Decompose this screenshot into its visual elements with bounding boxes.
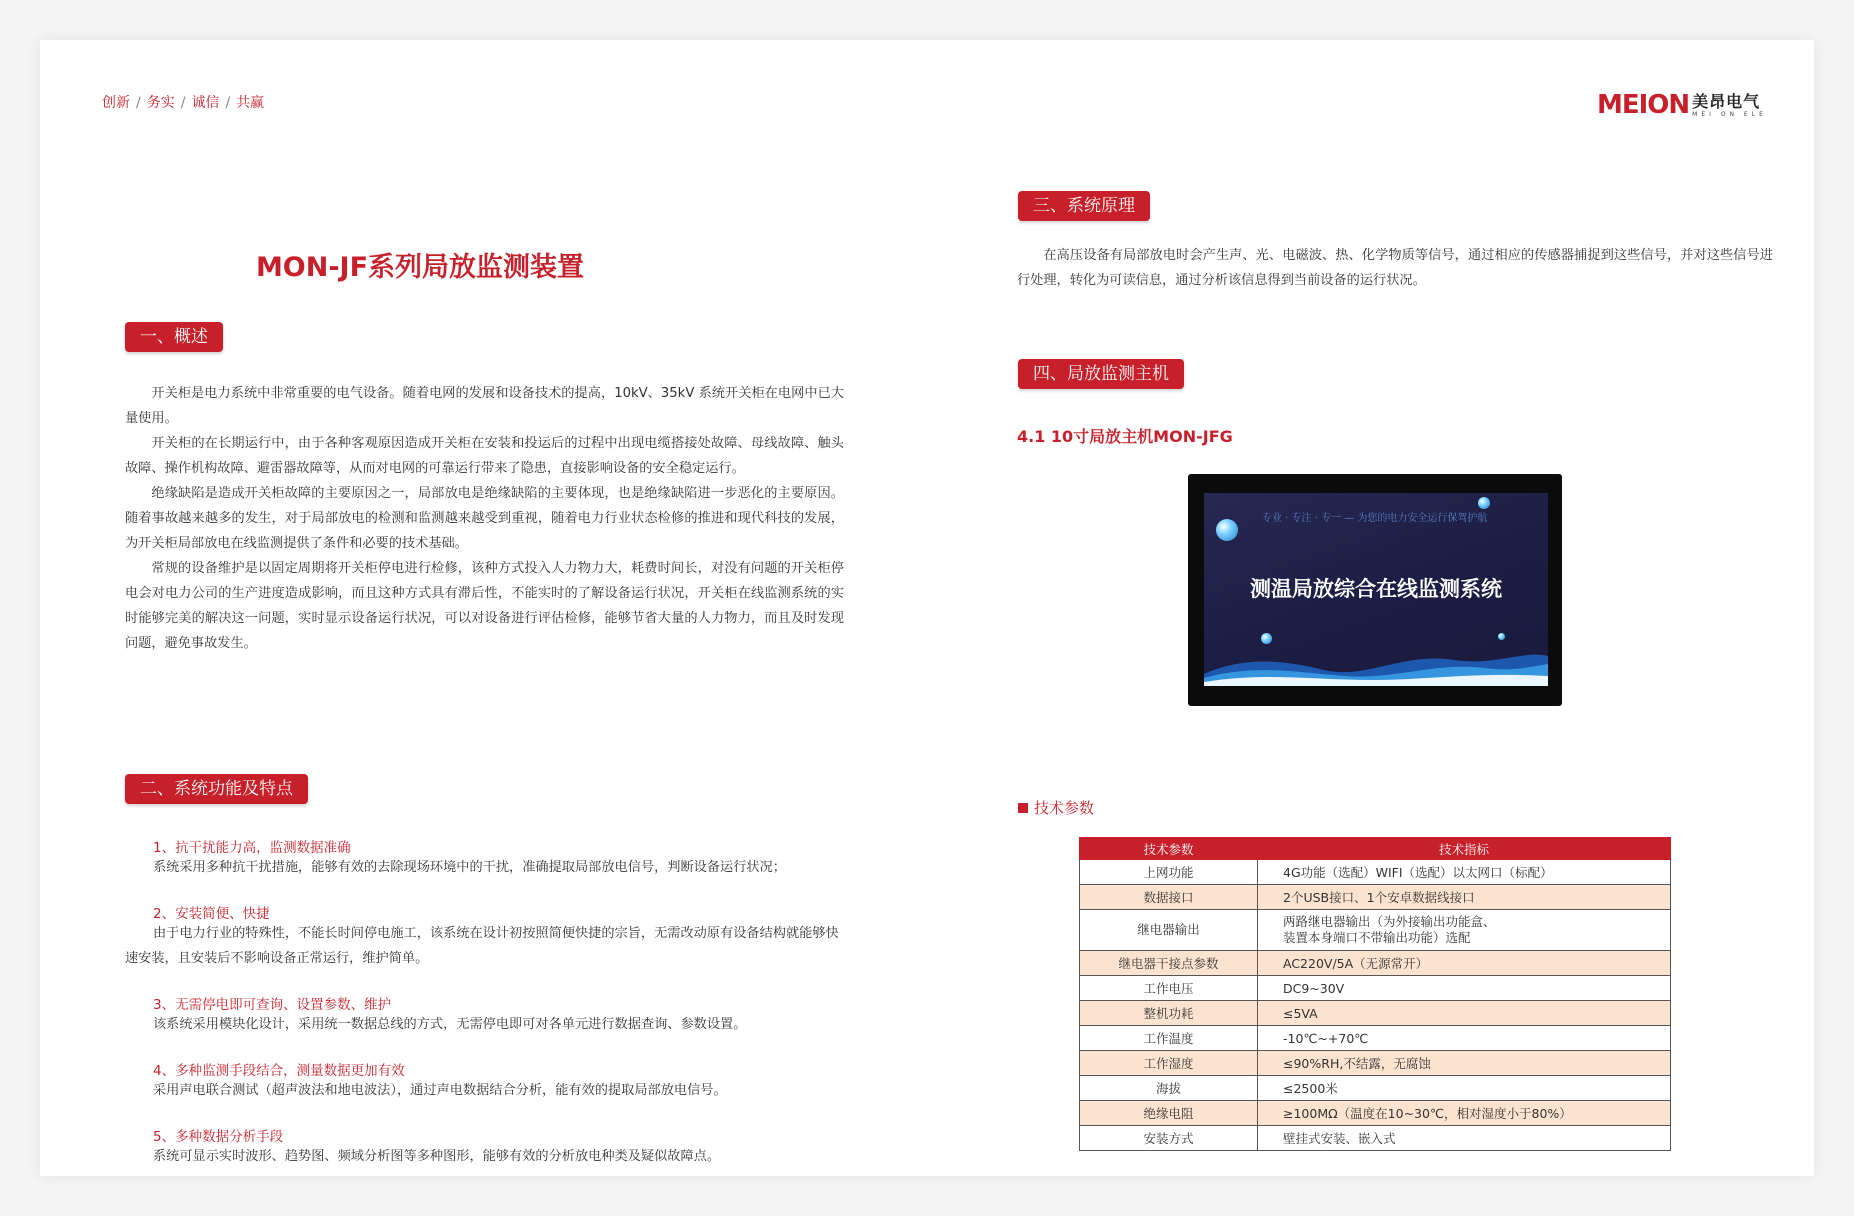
principle-text [1017,243,1773,293]
table-row [1080,1051,1671,1076]
slogan-separator: / [136,95,141,111]
bubble-icon [1261,633,1272,644]
overview-paragraph: 开关柜的在长期运行中，由于各种客观原因造成开关柜在安装和投运后的过程中出现电缆搭接处故障、母线故障、触头故障、操作机构故障、避雷器故障等，从而对电网的可靠运行带来了隐患，直接影响设备的安全稳定运行。 [125,436,844,476]
spec-key: 整机功耗 [1080,1001,1258,1026]
spec-value-line: 装置本身端口不带输出功能）选配 [1283,930,1471,945]
table-row [1080,976,1671,1001]
feature-title: 2、安装简便、快捷 [153,906,270,922]
spec-value: 4G功能（选配）WIFI（选配）以太网口（标配） [1258,860,1671,885]
spec-value: ≤2500米 [1258,1076,1671,1101]
slogan-word: 共赢 [236,95,265,111]
spec-key: 继电器干接点参数 [1080,951,1258,976]
spec-key: 安装方式 [1080,1126,1258,1151]
table-row [1080,1001,1671,1026]
logo-wordmark: MEION [1597,90,1690,120]
page-title: MON-JF系列局放监测装置 [255,252,585,283]
screen-title: 测温局放综合在线监测系统 [1250,577,1502,601]
spec-key: 上网功能 [1080,860,1258,885]
spec-value: 壁挂式安装、嵌入式 [1258,1126,1671,1151]
spec-key: 绝缘电阻 [1080,1101,1258,1126]
table-row [1080,1101,1671,1126]
logo-subtext [1692,94,1767,118]
slogan-word: 创新 [102,95,130,111]
feature-title: 5、多种数据分析手段 [153,1129,284,1145]
company-logo [1597,92,1767,118]
feature-title: 1、抗干扰能力高，监测数据准确 [153,840,351,856]
feature-desc: 采用声电联合测试（超声波法和地电波法），通过声电数据结合分析，能有效的提取局部放电信号。 [153,1083,727,1098]
overview-text [125,381,844,656]
slogan-word: 诚信 [191,95,220,111]
section-heading-host: 四、局放监测主机 [1018,359,1184,389]
feature-title: 3、无需停电即可查询、设置参数、维护 [153,997,392,1013]
spec-key: 继电器输出 [1080,910,1258,951]
spec-value-line: 两路继电器输出（为外接输出功能盒、 [1283,914,1496,929]
spec-value: 2个USB接口、1个安卓数据线接口 [1258,885,1671,910]
principle-paragraph: 在高压设备有局部放电时会产生声、光、电磁波、热、化学物质等信号，通过相应的传感器捕捉到这些信号，并对这些信号进行处理，转化为可读信息，通过分析该信息得到当前设备的运行状况。 [1017,248,1773,288]
logo-english-name: MEI ON ELE [1692,111,1767,118]
spec-value: AC220V/5A（无源常开） [1258,951,1671,976]
spec-key: 海拔 [1080,1076,1258,1101]
bubble-icon [1498,633,1505,640]
table-row [1080,885,1671,910]
table-row [1080,910,1671,951]
section-heading-principle: 三、系统原理 [1018,191,1150,221]
spec-value: ≤90%RH,不结露，无腐蚀 [1258,1051,1671,1076]
spec-key: 数据接口 [1080,885,1258,910]
wave-graphic [1204,646,1548,686]
slogan-word: 务实 [146,95,175,111]
spec-value: -10℃~+70℃ [1258,1026,1671,1051]
feature-desc: 系统采用多种抗干扰措施，能够有效的去除现场环境中的干扰，准确提取局部放电信号，判断设备运行状况； [153,860,786,875]
screen-tagline: 专业 · 专注 · 专一 — 为您的电力安全运行保驾护航 [1262,513,1488,524]
slogan-separator: / [180,95,186,111]
spec-header-param: 技术参数 [1080,838,1258,860]
spec-key: 工作电压 [1080,976,1258,1001]
host-subtitle: 4.1 10寸局放主机MON-JFG [1017,427,1233,446]
spec-label-text: 技术参数 [1034,799,1095,817]
table-row [1080,1076,1671,1101]
overview-paragraph: 绝缘缺陷是造成开关柜故障的主要原因之一，局部放电是绝缘缺陷的主要体现，也是绝缘缺陷进一步恶化的主要原因。随着事故越来越多的发生，对于局部放电的检测和监测越来越受到重视，随着电力行业状态检修的推进和现代科技的发展，为开关柜局部放电在线监测提供了条件和必要的技术基础。 [125,486,844,551]
square-bullet-icon [1018,803,1028,813]
brochure-spread [40,40,1814,1176]
feature-desc: 该系统采用模块化设计，采用统一数据总线的方式，无需停电即可对各单元进行数据查询、参数设置。 [153,1017,747,1032]
spec-value: ≤5VA [1258,1001,1671,1026]
table-row [1080,860,1671,885]
spec-key: 工作温度 [1080,1026,1258,1051]
feature-desc: 系统可显示实时波形、趋势图、频域分析图等多种图形，能够有效的分析放电种类及疑似故障点。 [153,1149,721,1164]
spec-key: 工作湿度 [1080,1051,1258,1076]
spec-value: ≥100MΩ（温度在10~30℃，相对湿度小于80%） [1258,1101,1671,1126]
spec-value: DC9~30V [1258,976,1671,1001]
spec-value [1258,910,1671,951]
section-heading-features: 二、系统功能及特点 [125,774,308,804]
overview-paragraph: 常规的设备维护是以固定周期将开关柜停电进行检修，该种方式投入人力物力大，耗费时间长，对没有问题的开关柜停电会对电力公司的生产进度造成影响，而且这种方式具有滞后性，不能实时的了解设备运行状况，开关柜在线监测系统的实时能够完美的解决这一问题，实时显示设备运行状况，可以对设备进行评估检修，能够节省大量的人力物力，而且及时发现问题，避免事故发生。 [125,561,844,651]
spec-label [1018,797,1094,818]
logo-chinese-name: 美昂电气 [1692,92,1761,111]
table-row [1080,951,1671,976]
spec-header-value: 技术指标 [1258,838,1671,860]
spec-table-header [1080,838,1671,860]
section-heading-overview: 一、概述 [125,322,223,352]
slogan-separator: / [225,95,231,111]
bubble-icon [1216,519,1238,541]
slogan [102,92,264,112]
monitor-image [1188,474,1562,706]
monitor-screen [1204,493,1548,686]
spec-table [1079,837,1671,1151]
table-row [1080,1026,1671,1051]
table-row [1080,1126,1671,1151]
overview-paragraph: 开关柜是电力系统中非常重要的电气设备。随着电网的发展和设备技术的提高，10kV、35kV 系统开关柜在电网中已大量使用。 [125,386,844,426]
bubble-icon [1478,497,1490,509]
feature-desc: 由于电力行业的特殊性，不能长时间停电施工，该系统在设计初按照简便快捷的宗旨，无需改动原有设备结构就能够快速安装，且安装后不影响设备正常运行，维护简单。 [125,926,839,966]
feature-title: 4、多种监测手段结合，测量数据更加有效 [153,1063,405,1079]
